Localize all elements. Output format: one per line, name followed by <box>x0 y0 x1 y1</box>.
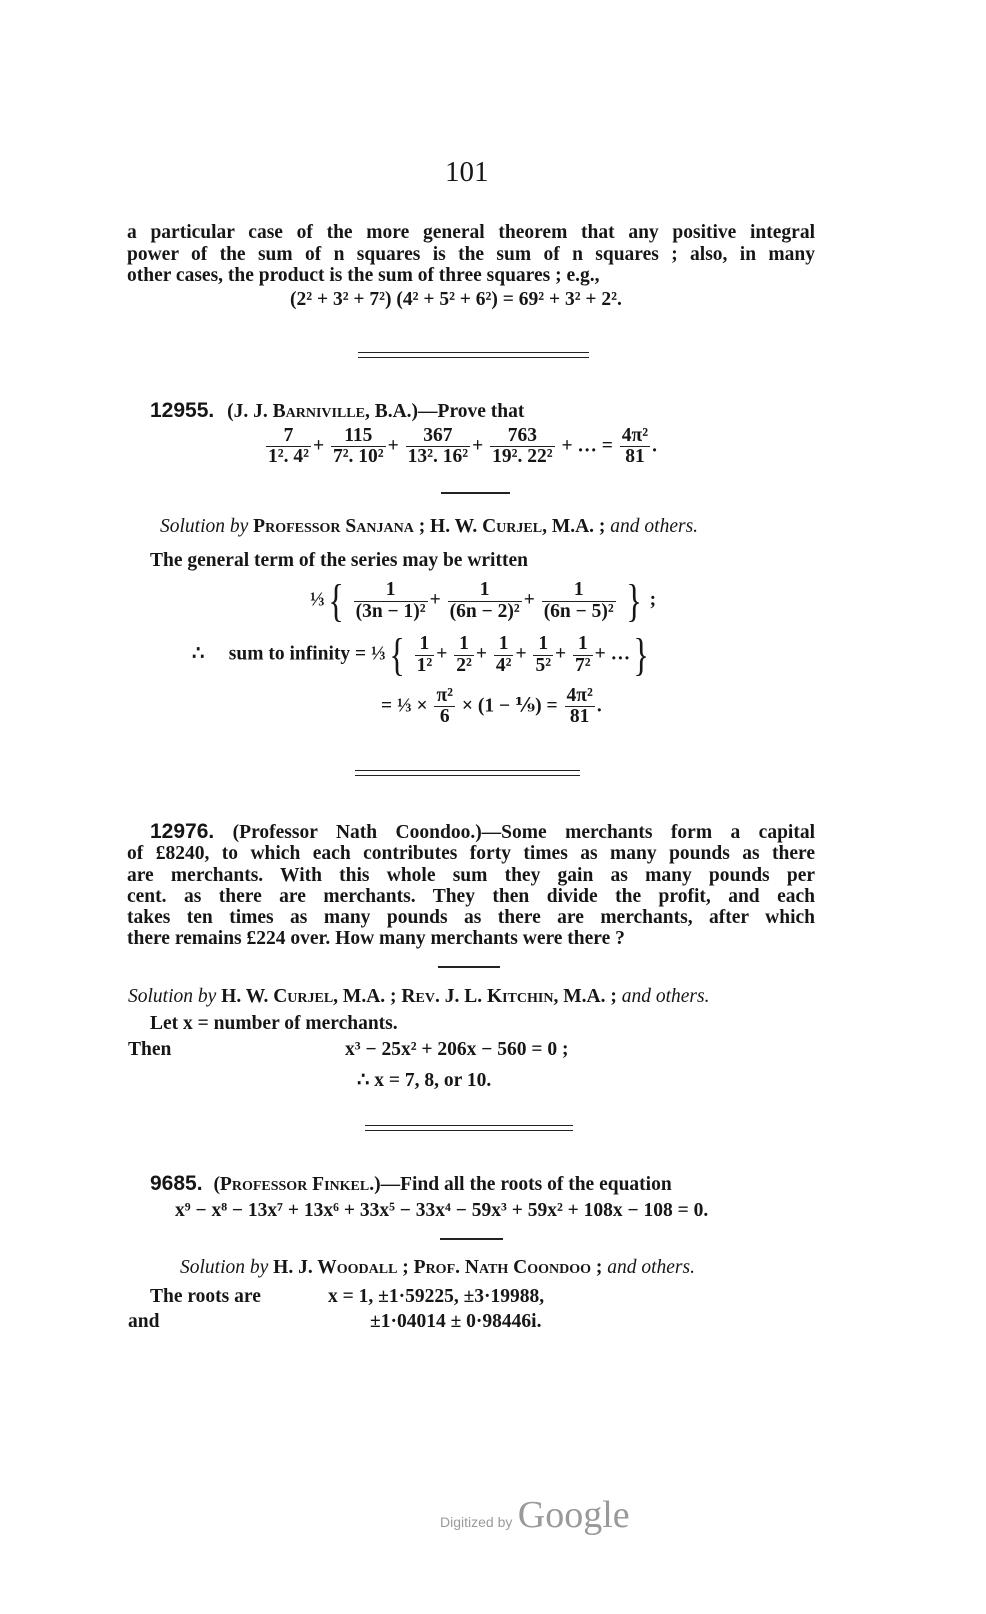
fraction: $\frac{1}{\text{7²}}$ <box>575 633 591 676</box>
intro-equation: (2² + 3² + 7²) (4² + 5² + 6²) = 69² + 3² + 2². <box>290 289 622 310</box>
fraction: $\frac{1}{\text{(6n − 2)²}}$ <box>449 579 520 622</box>
page-number: 101 <box>445 156 489 188</box>
short-divider <box>441 492 510 494</box>
fraction: $\frac{\text{4π²}}{81}$ <box>566 685 593 728</box>
cubic-equation: x³ − 25x² + 206x − 560 = 0 ; <box>345 1039 569 1060</box>
complex-roots: ±1·04014 ± 0·98446i. <box>370 1311 542 1332</box>
fraction: $\frac{1}{\text{(3n − 1)²}}$ <box>355 579 426 622</box>
question-9685-header: 9685. (Professor Finkel.)—Find all the roots of the equation <box>150 1172 672 1195</box>
answer: ∴ x = 7, 8, or 10. <box>357 1070 492 1091</box>
question-12955-header <box>150 399 524 423</box>
question-number: 9685. <box>150 1172 203 1195</box>
solution-text: Let x = number of merchants. <box>150 1013 398 1034</box>
fraction: $\frac{\text{π²}}{6}$ <box>436 685 454 728</box>
left-brace-icon: { <box>327 575 344 626</box>
intro-paragraph <box>127 222 815 287</box>
short-divider <box>438 966 500 968</box>
final-equation: = ⅓ × $\frac{\text{π²}}{6}$ × (1 − ⅑) = $\frac{\text{4π²}}{81}$ . <box>381 685 602 728</box>
short-divider <box>440 1238 503 1240</box>
fraction-result: $\frac{\text{4π²}}{81}$ <box>621 425 649 468</box>
section-divider <box>358 352 589 358</box>
polynomial-equation: x⁹ − x⁸ − 13x⁷ + 13x⁶ + 33x⁵ − 33x⁴ − 59x³ + 59x² + 108x − 108 = 0. <box>175 1200 709 1221</box>
intro-line: power of the sum of n squares is the sum of n squares ; also, in many <box>127 243 815 265</box>
left-brace-icon: { <box>388 629 405 680</box>
google-watermark: Digitized by Google <box>440 1494 630 1536</box>
section-divider <box>365 1125 573 1131</box>
right-brace-icon: } <box>625 575 642 626</box>
sum-equation: ∴ sum to infinity = ⅓{ $\frac{1}{\text{1²}}$ + $\frac{1}{\text{2²}}$ + $\frac{1}{\text{4²}}$ + $\frac{1}{\text{5²}}$ + $\frac{1}{\text{7²}}$ + …} <box>192 629 649 680</box>
solution-text: The general term of the series may be written <box>150 550 528 571</box>
section-divider <box>355 770 580 776</box>
fraction: $\frac{1}{\text{(6n − 5)²}}$ <box>543 579 614 622</box>
question-number: 12955. <box>150 399 215 422</box>
roots-values: x = 1, ±1·59225, ±3·19988, <box>328 1286 545 1307</box>
intro-line: a particular case of the more general theorem that any positive integral <box>127 222 815 243</box>
right-brace-icon: } <box>633 629 649 680</box>
solution-credit: Solution by H. J. Woodall ; Prof. Nath Coondoo ; and others. <box>180 1257 695 1278</box>
intro-line: other cases, the product is the sum of three squares ; e.g., <box>127 265 600 286</box>
fraction: $\frac{367}{\text{13². 16²}}$ <box>407 425 469 468</box>
solution-credit: Solution by H. W. Curjel, M.A. ; Rev. J. L. Kitchin, M.A. ; and others. <box>128 986 710 1007</box>
fraction: $\frac{1}{\text{2²}}$ <box>456 633 472 676</box>
fraction: $\frac{7}{\text{1². 4²}}$ <box>268 425 309 468</box>
question-prompt: —Prove that <box>418 401 525 422</box>
fraction: $\frac{115}{\text{7². 10²}}$ <box>332 425 384 468</box>
fraction: $\frac{1}{\text{1²}}$ <box>416 633 433 676</box>
then-label: Then <box>128 1039 172 1060</box>
series-equation: $\frac{7}{\text{1². 4²}}$ + $\frac{115}{\text{7². 10²}}$ + $\frac{367}{\text{13². 16²}}$ + $\frac{763}{\text{19². 22²}}$ + … = $\frac{\text{4π²}}{81}$ . <box>268 425 657 468</box>
series-tail: + … = <box>561 435 613 457</box>
question-12976: 12976. (Professor Nath Coondoo.)—Some merchants form a capital of £8240, to which each contributes forty times as many pounds as there are merchants. With this whole sum they gain as many pounds per cent. as there are merchants. They then divide the profit, and each takes ten times as many pounds as there are merchants, after which there remains £224 over. How many merchants were there ? <box>127 820 815 950</box>
fraction: $\frac{1}{\text{4²}}$ <box>495 633 512 676</box>
roots-label: The roots are <box>150 1286 261 1307</box>
general-term-equation: ⅓{ $\frac{1}{\text{(3n − 1)²}}$ + $\frac{1}{\text{(6n − 2)²}}$ + $\frac{1}{\text{(6n − 5)²}}$ } ; <box>310 575 657 626</box>
fraction: $\frac{763}{\text{19². 22²}}$ <box>492 425 553 468</box>
question-number: 12976. <box>150 820 215 843</box>
solution-credit: Solution by Professor Sanjana ; H. W. Curjel, M.A. ; and others. <box>160 516 699 537</box>
and-label: and <box>128 1311 160 1332</box>
question-author: (J. J. Barniville, B.A.) <box>227 401 419 422</box>
fraction: $\frac{1}{\text{5²}}$ <box>535 633 552 676</box>
